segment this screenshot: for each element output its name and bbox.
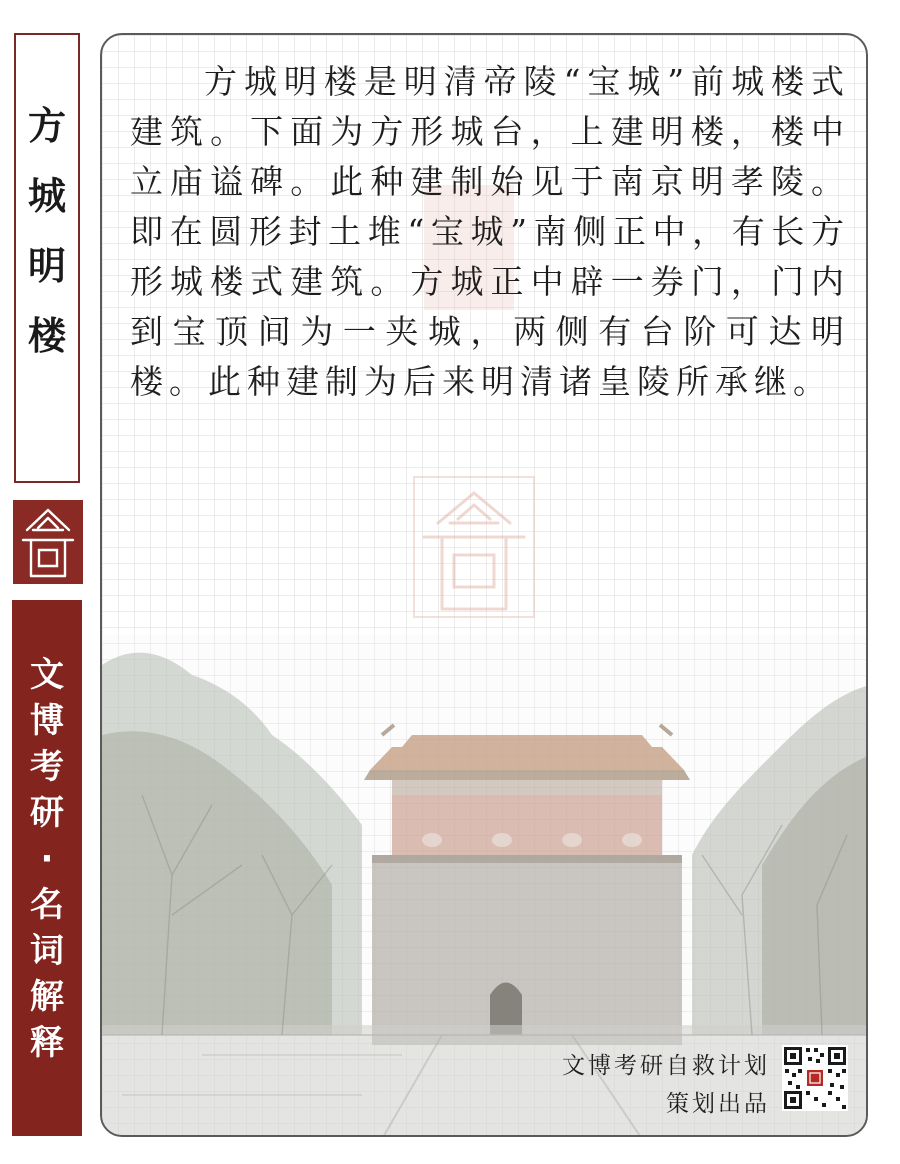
banner-char: 解 bbox=[30, 977, 64, 1017]
content-panel bbox=[100, 33, 868, 1137]
banner-char: 文 bbox=[30, 655, 64, 695]
banner-char: 名 bbox=[30, 885, 64, 925]
title-char: 方 bbox=[27, 104, 66, 148]
banner-char: 博 bbox=[30, 701, 64, 741]
qr-code[interactable] bbox=[782, 1045, 848, 1111]
pavilion-seal-icon bbox=[13, 500, 83, 584]
seal-logo bbox=[13, 500, 83, 584]
pavilion-watermark-icon bbox=[414, 477, 534, 617]
title-char: 明 bbox=[27, 244, 66, 288]
banner-char: 词 bbox=[30, 931, 64, 971]
qr-code-icon bbox=[782, 1045, 848, 1111]
banner-char: 研 bbox=[30, 793, 64, 833]
title-box bbox=[14, 33, 80, 483]
credit-line-1: 文博考研自救计划 bbox=[562, 1053, 770, 1079]
banner-char: 释 bbox=[30, 1023, 64, 1063]
title-char: 城 bbox=[27, 174, 66, 218]
side-banner bbox=[12, 600, 82, 1136]
credit-line-2: 策划出品 bbox=[666, 1091, 770, 1117]
banner-char: · bbox=[40, 839, 54, 879]
title-char: 楼 bbox=[27, 314, 66, 358]
definition-paragraph: 方城明楼是明清帝陵“宝城”前城楼式建筑。下面为方形城台，上建明楼，楼中立庙谥碑。此种建制始见于南京明孝陵。即在圆形封土堆“宝城”南侧正中，有长方形城楼式建筑。方城正中辟一券门，门内到宝顶间为一夹城，两侧有台阶可达明楼。此种建制为后来明清诸皇陵所承继。 bbox=[130, 62, 850, 401]
banner-char: 考 bbox=[30, 747, 64, 787]
